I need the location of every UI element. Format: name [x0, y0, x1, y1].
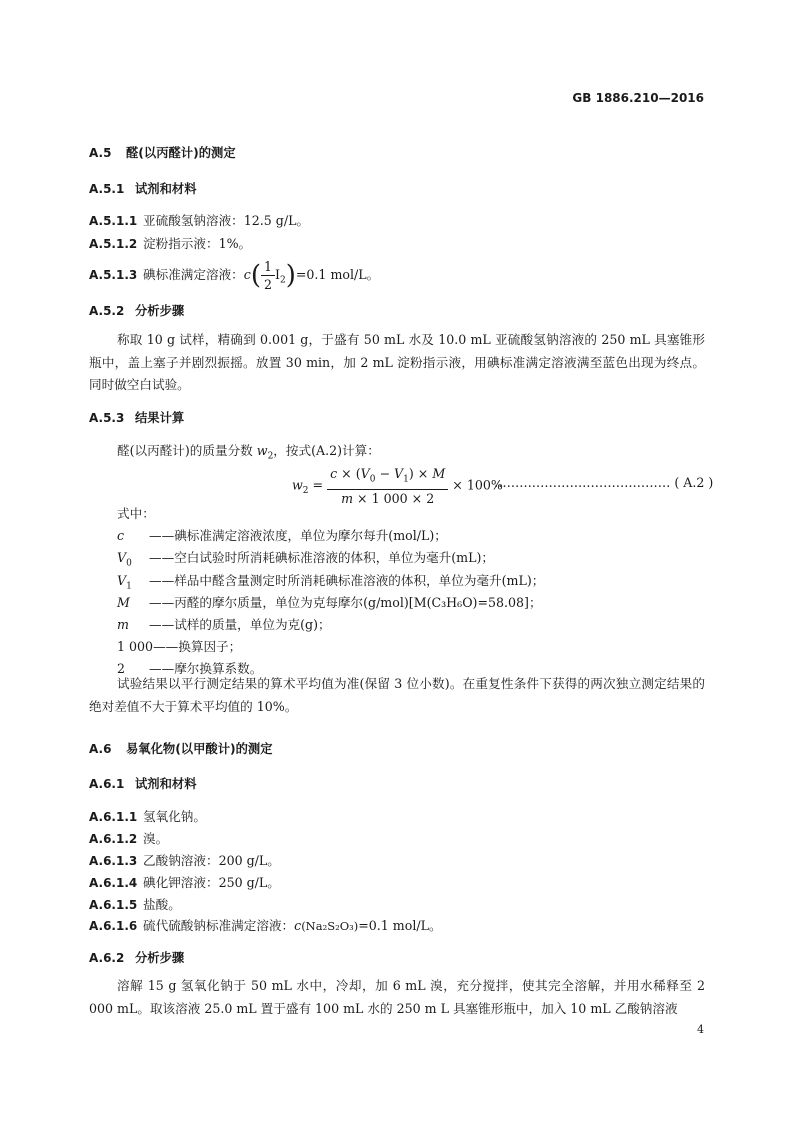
standard-code: GB 1886.210—2016 [572, 91, 704, 105]
item-number: A.5.1.2 [89, 237, 138, 251]
denominator-m: m [341, 490, 354, 506]
section-title: 易氧化物(以甲酸计)的测定 [126, 742, 273, 756]
thiosulfate-formula: (Na₂S₂O₃) [301, 919, 359, 933]
iodine-symbol: I [274, 267, 280, 282]
item-a614 [89, 875, 280, 891]
item-a613 [89, 853, 280, 869]
item-text: 盐酸。 [143, 897, 181, 912]
item-text: 碘标准满定溶液： [143, 267, 244, 282]
numerator-c: c [330, 466, 338, 481]
legend-symbol: m [117, 617, 129, 632]
subsection-number: A.5.3 [89, 411, 125, 425]
legend-symbol-sub: 0 [126, 558, 132, 569]
subsection-a51-heading [89, 181, 197, 197]
item-number: A.6.1.3 [89, 854, 138, 868]
legend-row [117, 550, 494, 572]
concentration-symbol: c [294, 918, 302, 933]
legend-symbol-sub: 1 [126, 581, 132, 592]
item-a612 [89, 831, 168, 847]
legend-symbol [117, 550, 149, 572]
numerator-m: M [432, 466, 446, 481]
fraction-numerator: 1 [261, 259, 275, 276]
section-title: 醛(以丙醛计)的测定 [126, 146, 236, 160]
formula-denominator [327, 490, 448, 506]
subsection-a53-heading [89, 410, 184, 426]
legend-symbol: c [117, 528, 125, 543]
item-number: A.5.1.1 [89, 214, 138, 228]
denominator-rest: × 1 000 × 2 [353, 490, 435, 506]
legend-row [117, 595, 542, 611]
where-label: 式中： [117, 506, 155, 521]
subsection-title: 分析步骤 [135, 951, 185, 965]
subsection-a52-heading [89, 303, 184, 319]
numerator-minus: − [375, 466, 395, 481]
legend-text: ——样品中醛含量测定时所消耗碘标准溶液的体积，单位为毫升(mL)； [149, 573, 545, 588]
numerator-v1-sub: 1 [403, 474, 409, 485]
section-number: A.5 [89, 146, 112, 160]
procedure-paragraph-a62: 溶解 15 g 氢氧化钠于 50 mL 水中，冷却，加 6 mL 溴，充分搅拌，使其完全溶解，并用水稀释至 2 000 mL。取该溶液 25.0 mL 置于盛有 100 mL 水的 250 m L 具塞锥形瓶中，加入 10 mL 乙酸钠溶液 [89, 978, 705, 1016]
fraction-denominator: 2 [263, 277, 272, 292]
numerator-v1: V [394, 466, 404, 481]
legend-row [117, 528, 447, 544]
item-text: 淀粉指示液：1%。 [143, 236, 252, 251]
legend-text: ——碘标准满定溶液浓度，单位为摩尔每升(mol/L)； [149, 528, 447, 543]
legend-text: ——丙醛的摩尔质量，单位为克每摩尔(g/mol)[M(C₃H₆O)=58.08]； [149, 595, 542, 610]
equals-sign: = [308, 477, 328, 493]
legend-symbol [117, 573, 149, 595]
item-a616 [89, 918, 442, 934]
legend-symbol: 2 [117, 661, 126, 676]
formula-tail: × 100% [448, 477, 503, 493]
item-a611 [89, 809, 206, 825]
calculation-intro [117, 443, 380, 465]
formula-lhs-subscript: 2 [302, 485, 309, 496]
legend-row [117, 617, 331, 633]
item-number: A.5.1.3 [89, 268, 138, 282]
formula-lhs: w [292, 477, 303, 493]
formula-a2 [292, 466, 503, 506]
legend-symbol-letter: V [117, 550, 127, 565]
numerator-op1: × ( [337, 466, 361, 481]
formula-reference: …………………………………… ( A.2 ) [494, 475, 714, 490]
legend-row [117, 573, 544, 595]
item-a615 [89, 897, 181, 913]
item-text: 碘化钾溶液：250 g/L。 [143, 875, 280, 890]
paren-open: ( [250, 260, 261, 291]
legend-symbol-letter: V [117, 573, 127, 588]
mass-fraction-symbol: w [256, 443, 268, 458]
subsection-number: A.6.2 [89, 951, 125, 965]
half-fraction [261, 259, 275, 292]
iodine-subscript: 2 [279, 275, 286, 286]
subsection-number: A.5.1 [89, 182, 125, 196]
section-a6-heading [89, 741, 273, 757]
item-text: 氢氧化钠。 [143, 809, 206, 824]
legend-symbol: 1 000 [117, 639, 154, 654]
intro-text: 醛(以丙醛计)的质量分数 [117, 443, 257, 458]
section-a5-heading [89, 145, 236, 161]
item-text: 硫代硫酸钠标准满定溶液： [143, 918, 295, 933]
subsection-title: 试剂和材料 [135, 777, 197, 791]
item-number: A.6.1.6 [89, 919, 138, 933]
procedure-paragraph: 称取 10 g 试样，精确到 0.001 g，于盛有 50 mL 水及 10.0 mL 亚硫酸氢钠溶液的 250 mL 具塞锥形瓶中，盖上塞子并剧烈振摇。放置 30 min，加 2 mL 淀粉指示液，用碘标准满定溶液满至蓝色出现为终点。同时做空白试验。 [89, 332, 705, 392]
legend-text: ——摩尔换算系数。 [149, 661, 263, 676]
legend-symbol: M [117, 595, 130, 610]
item-text: 乙酸钠溶液：200 g/L。 [143, 853, 280, 868]
item-a511 [89, 213, 309, 229]
item-value: =0.1 mol/L。 [295, 267, 380, 282]
numerator-v0: V [360, 466, 370, 481]
item-number: A.6.1.4 [89, 876, 138, 890]
conclusion-paragraph: 试验结果以平行测定结果的算术平均值为准(保留 3 位小数)。在重复性条件下获得的两次独立测定结果的绝对差值不大于算术平均值的 10%。 [89, 676, 705, 714]
subsection-number: A.6.1 [89, 777, 125, 791]
subsection-title: 分析步骤 [135, 304, 185, 318]
page-number: 4 [697, 1023, 704, 1036]
numerator-op2: ) × [408, 466, 433, 481]
item-number: A.6.1.2 [89, 832, 138, 846]
legend-row [117, 639, 241, 655]
subsection-number: A.5.2 [89, 304, 125, 318]
subsection-title: 结果计算 [135, 411, 185, 425]
paren-close: ) [285, 260, 296, 291]
formula-numerator [327, 466, 448, 490]
item-number: A.6.1.1 [89, 810, 138, 824]
mass-fraction-subscript: 2 [267, 451, 274, 462]
subsection-title: 试剂和材料 [135, 182, 197, 196]
concentration-symbol: c [243, 267, 251, 282]
numerator-v0-sub: 0 [369, 474, 376, 485]
legend-text: ——试样的质量，单位为克(g)； [149, 617, 331, 632]
legend-text: ——空白试验时所消耗碘标准溶液的体积，单位为毫升(mL)； [149, 550, 494, 565]
item-a513 [89, 258, 379, 292]
item-text: 亚硫酸氢钠溶液：12.5 g/L。 [143, 213, 310, 228]
item-a512 [89, 236, 251, 252]
item-value: =0.1 mol/L。 [358, 918, 442, 933]
legend-text: ——换算因子； [153, 639, 242, 654]
item-number: A.6.1.5 [89, 898, 138, 912]
formula-fraction [327, 466, 448, 506]
intro-text-end: ，按式(A.2)计算： [273, 443, 380, 458]
item-text: 溴。 [143, 831, 169, 846]
section-number: A.6 [89, 742, 112, 756]
subsection-a62-heading [89, 950, 184, 966]
subsection-a61-heading [89, 776, 197, 792]
